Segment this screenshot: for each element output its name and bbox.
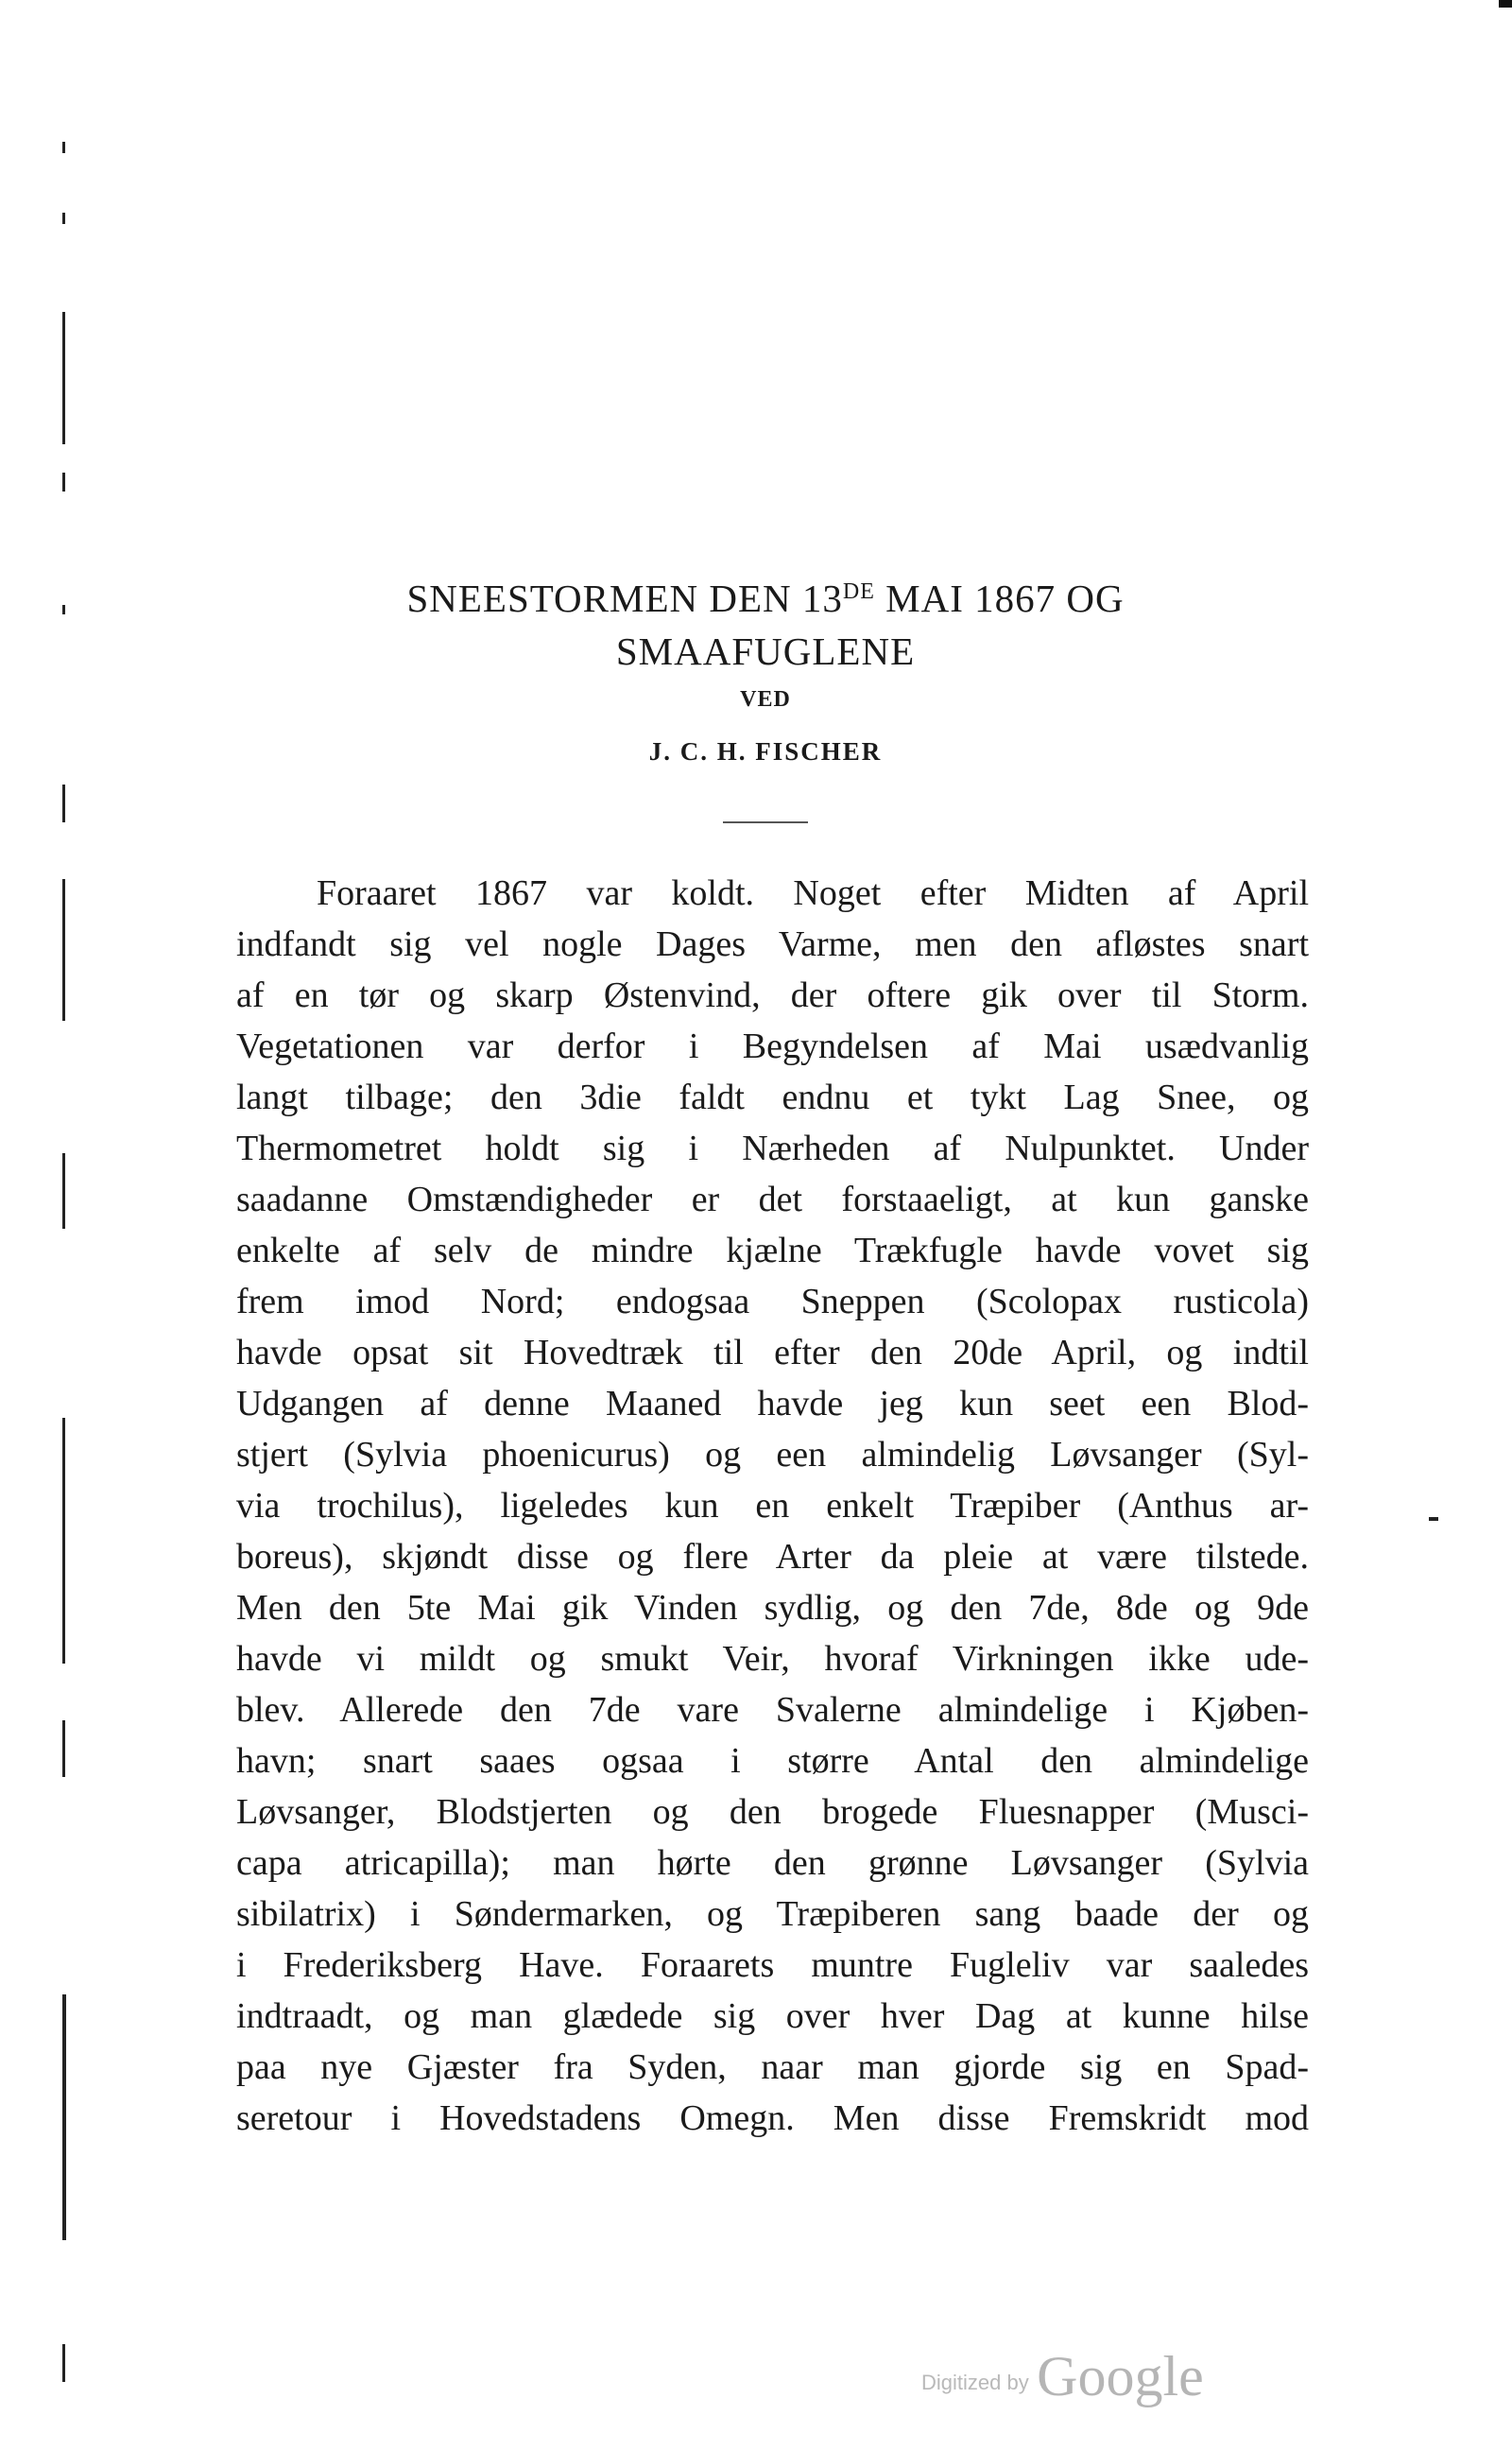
text-line: frem imod Nord; endogsaa Sneppen (Scolopax rusticola): [236, 1282, 1309, 1321]
scan-edge-mark: [62, 1153, 65, 1229]
title-line-1: SNEESTORMEN DEN 13DE MAI 1867 OG: [406, 577, 1125, 620]
text-line: Thermometret holdt sig i Nærheden af Nulpunktet. Under: [236, 1129, 1309, 1168]
title-line-2: SMAAFUGLENE: [615, 630, 916, 673]
text-line: havn; snart saaes ogsaa i større Antal den almindelige: [236, 1741, 1309, 1781]
text-line: Foraaret 1867 var koldt. Noget efter Midten af April: [317, 873, 1309, 913]
author-name: J. C. H. FISCHER: [648, 737, 883, 766]
scan-margin-dash: [1429, 1517, 1438, 1521]
text-line: blev. Allerede den 7de vare Svalerne almindelige i Kjøben-: [236, 1690, 1309, 1730]
text-line: sibilatrix) i Søndermarken, og Træpiberen sang baade der og: [236, 1894, 1309, 1934]
scan-corner-mark: [1499, 0, 1512, 8]
text-line: paa nye Gjæster fra Syden, naar man gjorde sig en Spad-: [236, 2047, 1309, 2087]
scan-edge-mark: [62, 1720, 65, 1777]
google-logo: Google: [1037, 2345, 1204, 2407]
text-line: havde opsat sit Hovedtræk til efter den 20de April, og indtil: [236, 1333, 1309, 1372]
text-line: indtraadt, og man glædede sig over hver Dag at kunne hilse: [236, 1996, 1309, 2036]
title-superscript: DE: [842, 579, 875, 604]
scan-edge-mark: [62, 213, 65, 224]
text-line: Løvsanger, Blodstjerten og den brogede Fluesnapper (Musci-: [236, 1792, 1309, 1832]
scan-edge-mark: [62, 2344, 65, 2382]
text-line: boreus), skjøndt disse og flere Arter da pleie at være tilstede.: [236, 1537, 1309, 1577]
digitized-by-label: Digitized by: [921, 2371, 1029, 2394]
text-line: langt tilbage; den 3die faldt endnu et tykt Lag Snee, og: [236, 1078, 1309, 1117]
scan-edge-mark: [62, 785, 65, 822]
text-line: af en tør og skarp Østenvind, der oftere gik over til Storm.: [236, 975, 1309, 1015]
text-line: Vegetationen var derfor i Begyndelsen af Mai usædvanlig: [236, 1027, 1309, 1066]
digitized-watermark: [921, 2344, 1204, 2409]
scan-edge-mark: [62, 142, 65, 153]
text-line: i Frederiksberg Have. Foraarets muntre Fugleliv var saaledes: [236, 1945, 1309, 1985]
text-line: indfandt sig vel nogle Dages Varme, men den afløstes snart: [236, 924, 1309, 964]
body-paragraph: [236, 868, 1309, 2144]
text-line: saadanne Omstændigheder er det forstaaeligt, at kun ganske: [236, 1180, 1309, 1219]
scan-edge-mark: [62, 1994, 66, 2240]
scan-edge-mark: [62, 312, 65, 444]
byline-ved: VED: [740, 687, 791, 712]
scan-edge-mark: [62, 1418, 65, 1664]
text-line: via trochilus), ligeledes kun en enkelt Træpiber (Anthus ar-: [236, 1486, 1309, 1526]
scan-edge-mark: [62, 473, 65, 492]
title-divider: [723, 821, 808, 823]
text-line: seretour i Hovedstadens Omegn. Men disse Fremskridt mod: [236, 2098, 1309, 2138]
text-line: havde vi mildt og smukt Veir, hvoraf Virkningen ikke ude-: [236, 1639, 1309, 1679]
scan-edge-mark: [62, 879, 65, 1021]
text-line: Men den 5te Mai gik Vinden sydlig, og den 7de, 8de og 9de: [236, 1588, 1309, 1628]
text-line: Udgangen af denne Maaned havde jeg kun seet een Blod-: [236, 1384, 1309, 1423]
text-line: stjert (Sylvia phoenicurus) og een almindelig Løvsanger (Syl-: [236, 1435, 1309, 1475]
text-line: enkelte af selv de mindre kjælne Trækfugle havde vovet sig: [236, 1231, 1309, 1270]
text-line: capa atricapilla); man hørte den grønne Løvsanger (Sylvia: [236, 1843, 1309, 1883]
page-title: [0, 565, 1512, 678]
